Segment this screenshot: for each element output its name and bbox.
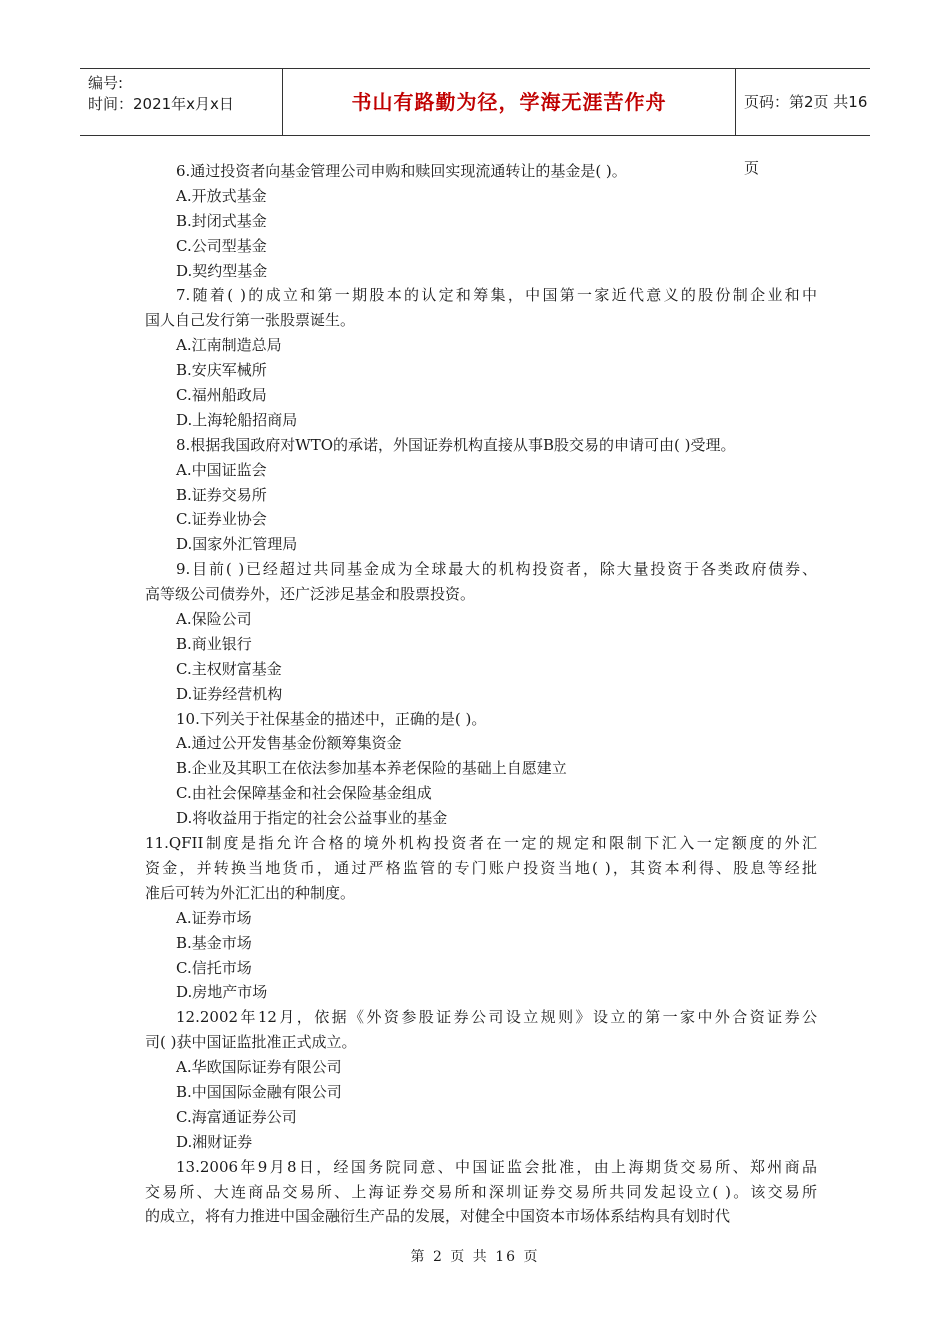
- answer-option: A.开放式基金: [176, 186, 267, 205]
- answer-option: B.商业银行: [176, 634, 252, 653]
- number-label: 编号:: [88, 74, 124, 92]
- question-stem: 13.2006年9月8日，经国务院同意、中国证监会批准，由上海期货交易所、郑州商品: [176, 1157, 817, 1176]
- question-stem-continuation: 资金，并转换当地货币，通过严格监管的专门账户投资当地( )，其资本利得、股息等经批: [145, 858, 817, 877]
- question-stem: 7.随着( )的成立和第一期股本的认定和筹集，中国第一家近代意义的股份制企业和中: [176, 286, 817, 305]
- question-stem-continuation: 国人自己发行第一张股票诞生。: [145, 311, 356, 330]
- question-item: [145, 433, 817, 557]
- answer-option: C.证券业协会: [176, 510, 267, 529]
- question-item: [145, 557, 817, 706]
- question-list: [145, 159, 817, 1229]
- question-stem: 8.根据我国政府对WTO的承诺，外国证券机构直接从事B股交易的申请可由( )受理。: [176, 435, 736, 454]
- question-stem: 6.通过投资者向基金管理公司申购和赎回实现流通转让的基金是( )。: [176, 162, 627, 180]
- question-item: [145, 283, 817, 432]
- question-stem-continuation: 准后可转为外汇汇出的种制度。: [145, 883, 356, 902]
- header-meta: [80, 69, 283, 135]
- answer-option: B.中国国际金融有限公司: [176, 1082, 342, 1101]
- question-stem-continuation: 司( )获中国证监批准正式成立。: [145, 1033, 357, 1052]
- answer-option: C.福州船政局: [176, 386, 267, 405]
- header-motto: 书山有路勤为径，学海无涯苦作舟: [283, 69, 736, 135]
- header-page-label: 页码：第2页 共16页: [744, 93, 868, 177]
- answer-option: A.保险公司: [176, 610, 252, 629]
- answer-option: D.契约型基金: [176, 261, 268, 280]
- answer-option: C.信托市场: [176, 958, 252, 977]
- answer-option: D.证券经营机构: [176, 684, 283, 703]
- page-footer: 第 2 页 共 16 页: [410, 1249, 540, 1265]
- question-item: [145, 831, 817, 1005]
- answer-option: A.江南制造总局: [176, 336, 282, 355]
- question-item: [145, 1005, 817, 1154]
- question-stem: 11.QFII制度是指允许合格的境外机构投资者在一定的规定和限制下汇入一定额度的外汇: [145, 834, 817, 853]
- answer-option: D.房地产市场: [176, 983, 268, 1002]
- answer-option: A.华欧国际证券有限公司: [176, 1058, 342, 1077]
- answer-option: B.证券交易所: [176, 485, 267, 504]
- answer-option: D.湘财证券: [176, 1132, 253, 1151]
- question-stem-continuation: 高等级公司债券外，还广泛涉足基金和股票投资。: [145, 585, 476, 604]
- question-stem: 9.目前( )已经超过共同基金成为全球最大的机构投资者，除大量投资于各类政府债券、: [176, 560, 817, 579]
- question-stem: 10.下列关于社保基金的描述中，正确的是( )。: [176, 709, 487, 728]
- answer-option: B.安庆军械所: [176, 361, 267, 380]
- answer-option: D.将收益用于指定的社会公益事业的基金: [176, 809, 448, 828]
- answer-option: B.企业及其职工在依法参加基本养老保险的基础上自愿建立: [176, 759, 567, 778]
- answer-option: B.封闭式基金: [176, 211, 267, 230]
- answer-option: C.公司型基金: [176, 236, 267, 255]
- answer-option: B.基金市场: [176, 933, 252, 952]
- question-item: [145, 707, 817, 831]
- time-label: 时间：2021年x月x日: [88, 95, 234, 113]
- question-item: [145, 1155, 817, 1230]
- answer-option: C.海富通证券公司: [176, 1107, 297, 1126]
- answer-option: A.通过公开发售基金份额筹集资金: [176, 734, 402, 753]
- answer-option: C.由社会保障基金和社会保险基金组成: [176, 784, 432, 803]
- answer-option: C.主权财富基金: [176, 659, 282, 678]
- question-stem-continuation: 的成立，将有力推进中国金融衍生产品的发展，对健全中国资本市场体系结构具有划时代: [145, 1207, 731, 1226]
- answer-option: D.国家外汇管理局: [176, 535, 298, 554]
- answer-option: A.中国证监会: [176, 460, 267, 479]
- question-stem: 12.2002年12月，依据《外资参股证券公司设立规则》设立的第一家中外合资证券公: [176, 1008, 817, 1027]
- question-item: [145, 159, 817, 283]
- answer-option: A.证券市场: [176, 908, 252, 927]
- question-stem-continuation: 交易所、大连商品交易所、上海证券交易所和深圳证券交易所共同发起设立( )。该交易所: [145, 1182, 817, 1201]
- answer-option: D.上海轮船招商局: [176, 410, 298, 429]
